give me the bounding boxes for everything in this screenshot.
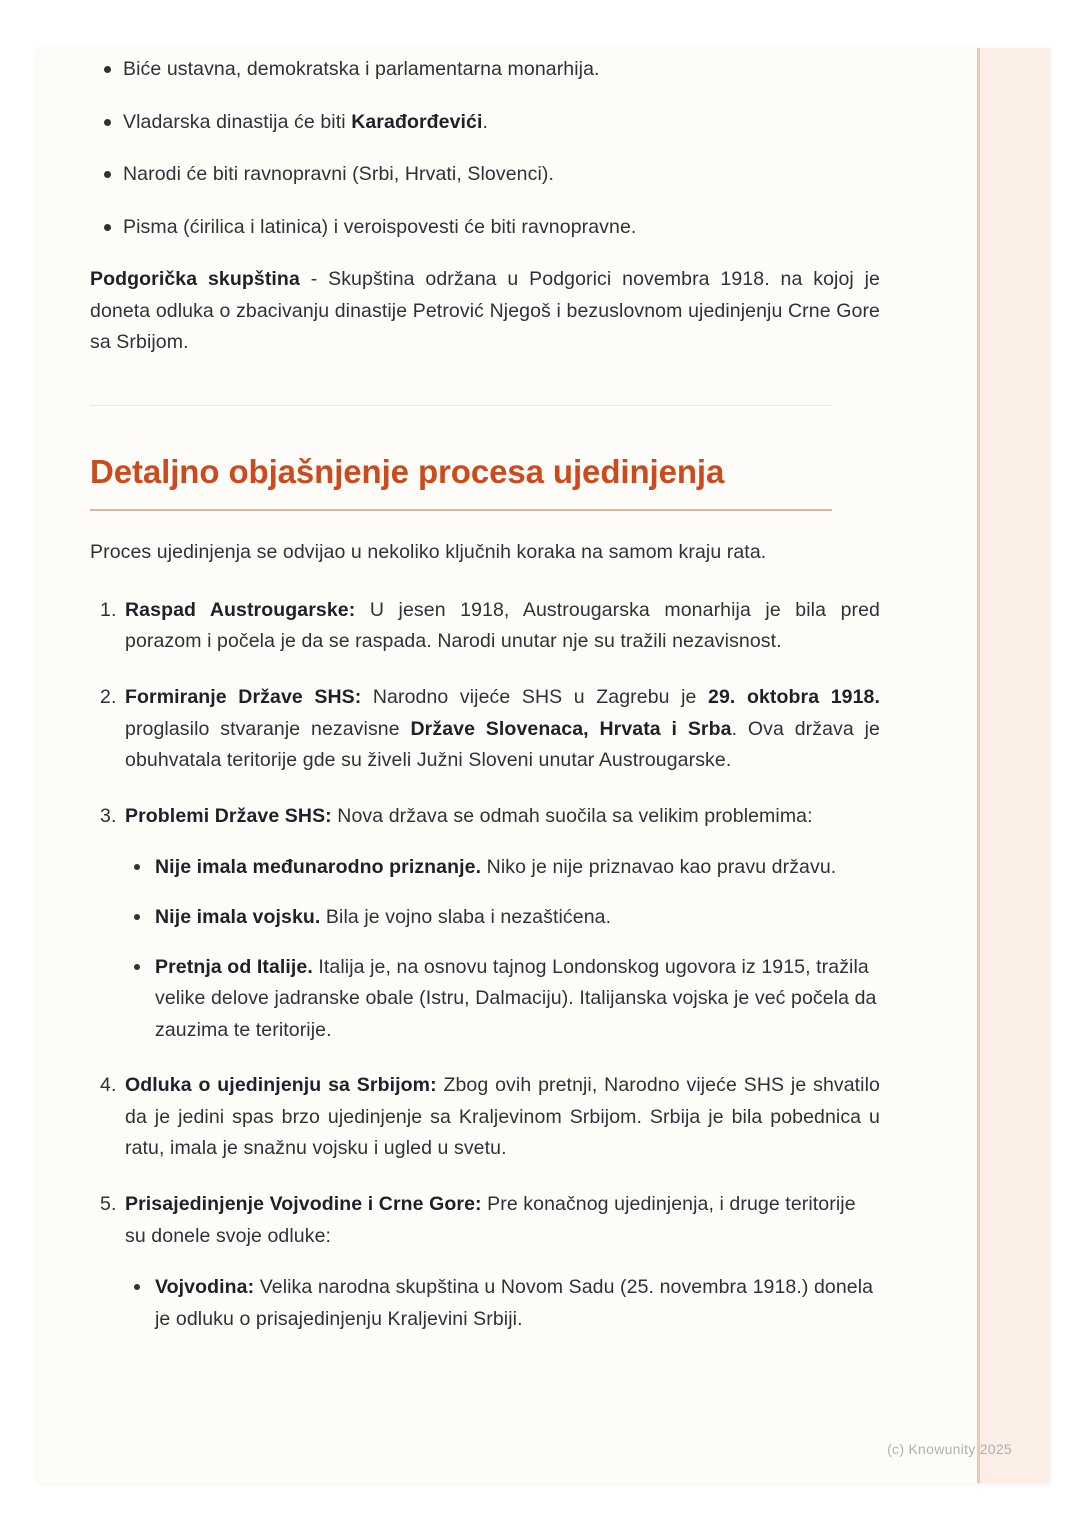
sub-list-item: [125, 852, 880, 884]
step-text: [125, 1189, 880, 1252]
step-item: [90, 1070, 880, 1165]
page-right-accent-band: [977, 48, 1050, 1483]
text-run: Velika narodna skupština u Novom Sadu (25. novembra 1918.) donela je odluku o prisajedinjenju Kraljevini Srbiji.: [155, 1276, 874, 1330]
list-item: [90, 107, 880, 139]
section-intro-wrapper: [90, 537, 880, 569]
list-item: [90, 212, 880, 244]
bold-run: Prisajedinjenje Vojvodine i Crne Gore:: [125, 1192, 482, 1215]
text-run: Vladarska dinastija će biti: [123, 110, 352, 133]
bold-run: Formiranje Države SHS:: [125, 686, 362, 709]
text-run: - Skupština održana u Podgorici novembra 1918. na kojoj je doneta odluka o zbacivanju dinastije Petrović Njegoš i bezuslovnom ujedinjenju Crne Gore sa Srbijom.: [90, 268, 880, 354]
step-sub-list: [125, 1272, 880, 1335]
section-intro-paragraph: Proces ujedinjenja se odvijao u nekoliko ključnih koraka na samom kraju rata.: [90, 541, 767, 564]
text-run: Niko je nije priznavao kao pravu državu.: [481, 856, 837, 879]
list-item: [90, 159, 880, 191]
sub-list-item: [125, 952, 880, 1047]
document-content: [90, 48, 880, 1359]
bold-run: Države Slovenaca, Hrvata i Srba: [410, 717, 732, 740]
text-run: proglasilo stvaranje nezavisne: [125, 717, 411, 740]
heading-underline: [90, 509, 832, 511]
copyright-watermark: (c) Knowunity 2025: [887, 1441, 1012, 1457]
text-run: Biće ustavna, demokratska i parlamentarna monarhija.: [123, 58, 600, 80]
text-run: Bila je vojno slaba i nezaštićena.: [320, 905, 612, 928]
text-run: U jesen 1918, Austrougarska monarhija je bila pred porazom i počela je da se raspada. Narodi unutar nje su tražili nezavisnost.: [125, 598, 880, 653]
step-text: [125, 682, 880, 777]
text-run: Italija je, na osnovu tajnog Londonskog ugovora iz 1915, tražila velike delove jadranske obale (Istru, Dalmaciju). Italijanska vojska je već počela da zauzima te teritorije.: [155, 955, 877, 1041]
list-item: [90, 54, 880, 86]
bold-run: Nije imala međunarodno priznanje.: [155, 856, 482, 879]
text-run: Zbog ovih pretnji, Narodno vijeće SHS je shvatilo da je jedini spas brzo ujedinjenje sa Kraljevinom Srbijom. Srbija je bila pobednica u ratu, imala je snažnu vojsku i ugled u svetu.: [125, 1074, 880, 1160]
step-sub-list: [125, 852, 880, 1046]
step-item: [90, 801, 880, 1046]
text-run: Pisma (ćirilica i latinica) i veroispovesti će biti ravnopravne.: [123, 215, 637, 238]
bold-run: Pretnja od Italije.: [155, 955, 313, 978]
step-text: [125, 801, 880, 833]
bold-run: Karađorđevići: [351, 110, 483, 133]
text-run: .: [482, 110, 489, 133]
sub-list-item: [125, 1272, 880, 1335]
text-run: . Ova država je obuhvatala teritorije gde su živeli Južni Sloveni unutar Austrougarske.: [125, 717, 880, 772]
unification-steps-list: [90, 595, 880, 1335]
sub-list-item: [125, 902, 880, 934]
bold-run: Nije imala vojsku.: [155, 905, 321, 928]
step-item: [90, 1189, 880, 1335]
text-run: Narodi će biti ravnopravni (Srbi, Hrvati, Slovenci).: [123, 163, 554, 186]
principles-bullet-list: [90, 54, 880, 243]
page-title: Detaljno objašnjenje procesa ujedinjenja: [90, 453, 725, 491]
step-item: [90, 595, 880, 658]
bold-run: Problemi Države SHS:: [125, 804, 332, 827]
step-text: [125, 1070, 880, 1165]
bold-run: Vojvodina:: [155, 1276, 255, 1299]
text-run: Pre konačnog ujedinjenja, i druge teritorije su donele svoje odluke:: [125, 1192, 856, 1247]
bold-run: Podgorička skupština: [90, 268, 300, 291]
bold-run: Odluka o ujedinjenju sa Srbijom:: [125, 1074, 437, 1097]
podgorica-paragraph: [90, 264, 880, 359]
document-page: [38, 48, 1050, 1483]
text-run: Nova država se odmah suočila sa velikim problemima:: [331, 804, 813, 827]
step-item: [90, 682, 880, 777]
section-divider: [90, 405, 832, 406]
bold-run: Raspad Austrougarske:: [125, 598, 356, 621]
bold-run: 29. oktobra 1918.: [708, 686, 880, 709]
text-run: Narodno vijeće SHS u Zagrebu je: [361, 686, 709, 709]
step-text: [125, 595, 880, 658]
